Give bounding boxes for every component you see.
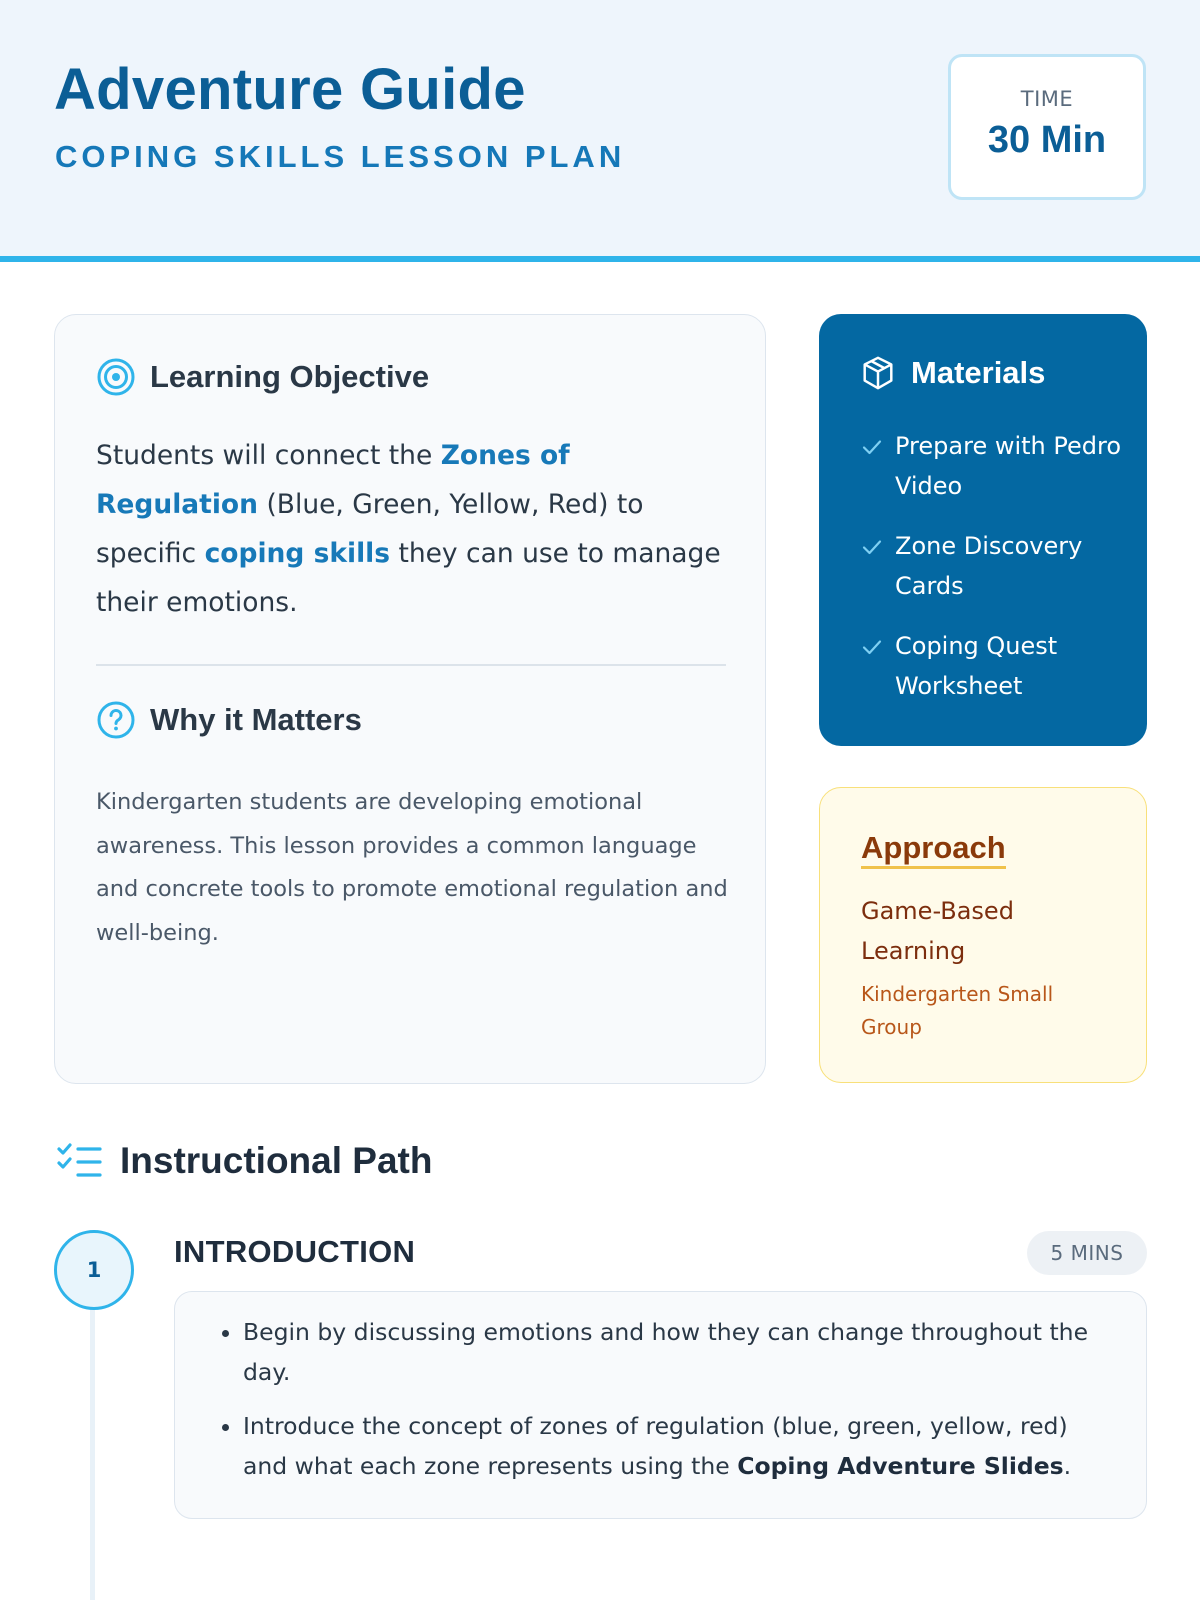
checklist-icon bbox=[56, 1141, 104, 1181]
step-number: 1 bbox=[54, 1230, 134, 1310]
approach-heading: Approach bbox=[861, 830, 1006, 869]
step-bullets bbox=[243, 1312, 1113, 1500]
objective-card bbox=[54, 314, 766, 1084]
check-icon bbox=[861, 536, 883, 558]
timeline-line bbox=[90, 1306, 95, 1600]
material-item-label: Coping Quest Worksheet bbox=[895, 632, 1058, 700]
list-item bbox=[861, 526, 1131, 606]
time-box bbox=[948, 54, 1146, 200]
materials-heading: Materials bbox=[911, 355, 1046, 390]
page-subtitle: COPING SKILLS LESSON PLAN bbox=[55, 139, 626, 174]
path-heading-row bbox=[56, 1140, 432, 1182]
list-item bbox=[243, 1406, 1113, 1486]
page-title: Adventure Guide bbox=[54, 57, 526, 122]
check-icon bbox=[861, 636, 883, 658]
package-icon bbox=[859, 354, 897, 392]
approach-main: Game-Based Learning bbox=[861, 897, 1014, 965]
why-heading: Why it Matters bbox=[150, 702, 362, 737]
materials-list bbox=[861, 426, 1131, 726]
check-icon bbox=[861, 436, 883, 458]
target-icon bbox=[96, 357, 136, 397]
list-item bbox=[243, 1312, 1113, 1392]
slides-name: Coping Adventure Slides bbox=[737, 1452, 1064, 1480]
objective-text-part: Students will connect the bbox=[96, 440, 441, 471]
material-item-label: Zone Discovery Cards bbox=[895, 532, 1083, 600]
objective-heading-row bbox=[96, 357, 429, 397]
bullet-text: Begin by discussing emotions and how they can change throughout the day. bbox=[243, 1318, 1089, 1386]
objective-text bbox=[96, 431, 736, 627]
list-item bbox=[861, 626, 1131, 706]
materials-heading-row bbox=[859, 354, 1045, 392]
zones-highlight: Zones of Regulation bbox=[96, 440, 570, 520]
objective-text-part: they can use to manage their emotions. bbox=[96, 538, 721, 618]
page-header bbox=[0, 0, 1200, 262]
bullet-text: Introduce the concept of zones of regulation (blue, green, yellow, red) and what each zone represents using the bbox=[243, 1412, 1068, 1480]
approach-sub: Kindergarten Small Group bbox=[861, 982, 1054, 1039]
bullet-text-end: . bbox=[1063, 1452, 1072, 1480]
why-heading-row bbox=[96, 700, 362, 740]
path-heading: Instructional Path bbox=[120, 1140, 433, 1181]
why-text: Kindergarten students are developing emotional awareness. This lesson provides a common language and concrete tools to promote emotional regulation and well-being. bbox=[96, 789, 728, 946]
time-value: 30 Min bbox=[987, 119, 1107, 161]
list-item bbox=[861, 426, 1131, 506]
material-item-label: Prepare with Pedro Video bbox=[895, 432, 1122, 500]
objective-heading: Learning Objective bbox=[150, 359, 430, 394]
divider bbox=[96, 664, 726, 666]
coping-skills-highlight: coping skills bbox=[204, 538, 391, 569]
materials-card bbox=[819, 314, 1147, 746]
time-label: TIME bbox=[1020, 87, 1074, 111]
approach-card bbox=[819, 787, 1147, 1083]
step-content bbox=[174, 1291, 1147, 1519]
objective-text-part: (Blue, Green, Yellow, Red) to specific bbox=[96, 489, 644, 569]
duration-badge: 5 MINS bbox=[1027, 1231, 1147, 1275]
step-title: INTRODUCTION bbox=[174, 1234, 416, 1269]
question-circle-icon bbox=[96, 700, 136, 740]
